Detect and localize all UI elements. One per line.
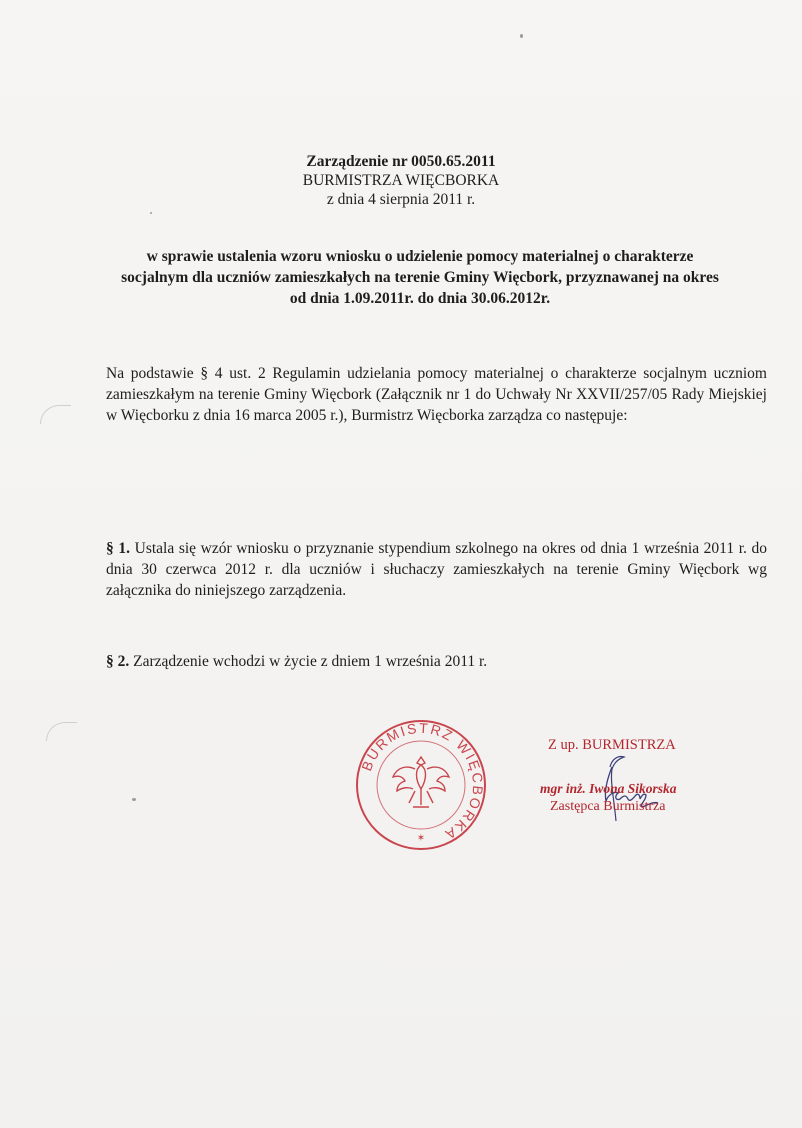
svg-text:✶: ✶ bbox=[416, 833, 426, 844]
scan-speck bbox=[520, 34, 523, 38]
section-2-text: Zarządzenie wchodzi w życie z dniem 1 września 2011 r. bbox=[133, 653, 488, 670]
issuer: BURMISTRZA WIĘCBORKA bbox=[302, 172, 500, 189]
punch-hole-mark bbox=[40, 405, 71, 424]
section-1-paragraph bbox=[106, 538, 767, 601]
section-1-text: Ustala się wzór wniosku o przyznanie stypendium szkolnego na okres od dnia 1 września 2011 r. do dnia 30 czerwca 2012 r. dla uczniów i słuchaczy zamieszkałych na terenie Gminy Więcbork wg załącznika do niniejszego zarządzenia. bbox=[106, 540, 768, 599]
signatory-title: Zastępca Burmistrza bbox=[550, 799, 666, 814]
section-2-label: § 2. bbox=[106, 653, 130, 670]
subject-line: w sprawie ustalenia wzoru wniosku o udzielenie pomocy materialnej o charakterze bbox=[146, 248, 694, 265]
document-subject bbox=[100, 246, 740, 309]
subject-line: socjalnym dla uczniów zamieszkałych na terenie Gminy Więcbork, przyznawanej na okres bbox=[121, 269, 719, 286]
legal-basis-paragraph: Na podstawie § 4 ust. 2 Regulamin udzielania pomocy materialnej o charakterze socjalnym uczniom zamieszkałym na terenie Gminy Więcbork (Załącznik nr 1 do Uchwały Nr XXVII/257/05 Rady Miejskiej w Więcborku z dnia 16 marca 2005 r.), Burmistrz Więcborka zarządza co następuje: bbox=[106, 365, 767, 424]
section-2-paragraph bbox=[106, 651, 767, 672]
document-header bbox=[0, 152, 802, 209]
section-1-label: § 1. bbox=[106, 540, 130, 557]
punch-hole-mark bbox=[46, 722, 77, 741]
signature-block bbox=[520, 735, 720, 825]
scan-speck bbox=[150, 212, 152, 214]
document-date: z dnia 4 sierpnia 2011 r. bbox=[326, 191, 476, 208]
official-seal-stamp bbox=[353, 717, 489, 853]
document-number: Zarządzenie nr 0050.65.2011 bbox=[306, 153, 496, 170]
scan-speck bbox=[132, 798, 136, 801]
seal-text: BURMISTRZ WIĘCBORKA bbox=[358, 719, 487, 844]
subject-line: od dnia 1.09.2011r. do dnia 30.06.2012r. bbox=[289, 290, 551, 307]
signatory-authority: Z up. BURMISTRZA bbox=[548, 737, 676, 753]
eagle-emblem-icon bbox=[393, 757, 449, 807]
signatory-name: mgr inż. Iwona Sikorska bbox=[540, 781, 677, 796]
